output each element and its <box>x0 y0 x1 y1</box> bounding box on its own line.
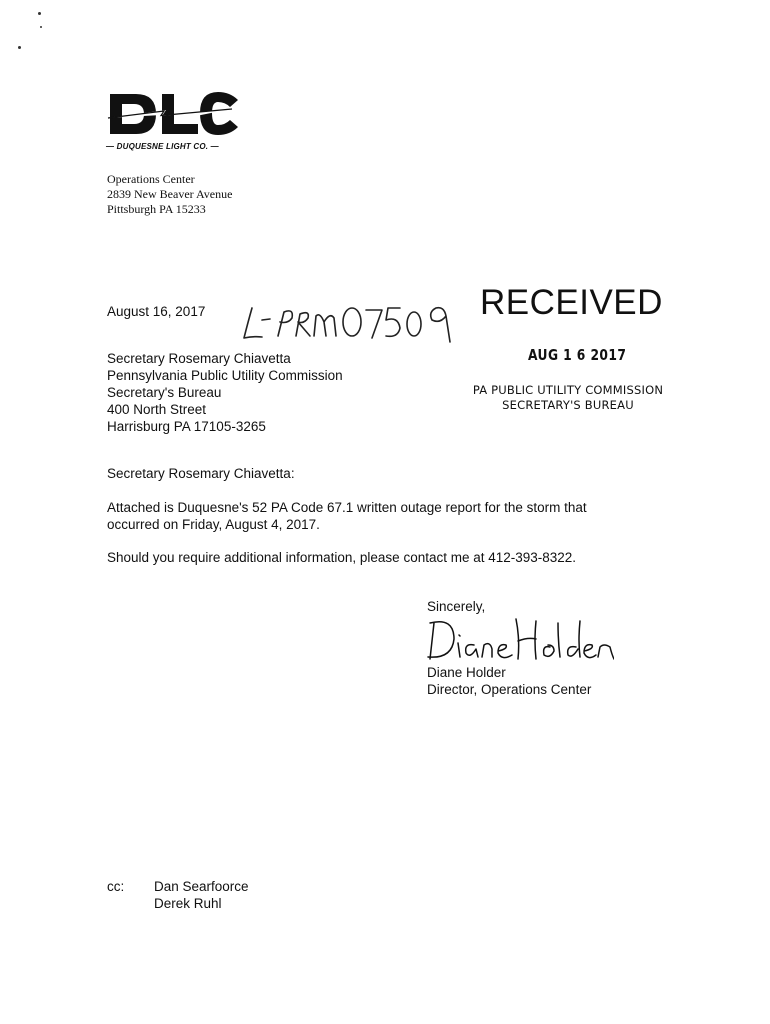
recipient-address <box>107 350 343 435</box>
stamp-org-line: PA PUBLIC UTILITY COMMISSION <box>472 383 664 397</box>
recipient-line: Harrisburg PA 17105-3265 <box>107 419 266 434</box>
letter-date: August 16, 2017 <box>107 304 206 319</box>
handwritten-signature <box>424 613 614 665</box>
cc-name: Derek Ruhl <box>154 896 222 911</box>
scan-speck <box>38 12 41 15</box>
body-paragraph-1 <box>107 499 587 533</box>
paragraph-line: occurred on Friday, August 4, 2017. <box>107 517 320 532</box>
scan-speck <box>18 46 21 49</box>
signature-block <box>427 664 591 698</box>
closing: Sincerely, <box>427 599 486 614</box>
recipient-line: Secretary Rosemary Chiavetta <box>107 351 291 366</box>
received-stamp-title: RECEIVED <box>480 283 663 322</box>
cc-name: Dan Searfoorce <box>154 879 249 894</box>
logo-tagline: — DUQUESNE LIGHT CO. — <box>106 142 219 151</box>
received-stamp-org <box>466 383 670 413</box>
salutation: Secretary Rosemary Chiavetta: <box>107 466 295 481</box>
recipient-line: Pennsylvania Public Utility Commission <box>107 368 343 383</box>
sender-address-line: Operations Center <box>107 172 195 186</box>
received-stamp-date: AUG 1 6 2017 <box>528 346 627 364</box>
signer-name: Diane Holder <box>427 665 506 680</box>
signer-title: Director, Operations Center <box>427 682 592 697</box>
handwritten-docket-number <box>240 300 460 344</box>
company-logo <box>106 88 246 158</box>
sender-address <box>107 172 232 217</box>
body-paragraph-2: Should you require additional information, please contact me at 412-393-8322. <box>107 550 577 565</box>
sender-address-line: Pittsburgh PA 15233 <box>107 202 206 216</box>
recipient-line: Secretary's Bureau <box>107 385 222 400</box>
dlc-logo-mark <box>106 88 242 140</box>
recipient-line: 400 North Street <box>107 402 207 417</box>
cc-label: cc: <box>107 879 125 894</box>
paragraph-line: Attached is Duquesne's 52 PA Code 67.1 written outage report for the storm that <box>107 500 587 515</box>
stamp-org-line: SECRETARY'S BUREAU <box>502 398 634 412</box>
scan-speck <box>40 26 42 28</box>
cc-list <box>154 878 249 912</box>
sender-address-line: 2839 New Beaver Avenue <box>107 187 233 201</box>
